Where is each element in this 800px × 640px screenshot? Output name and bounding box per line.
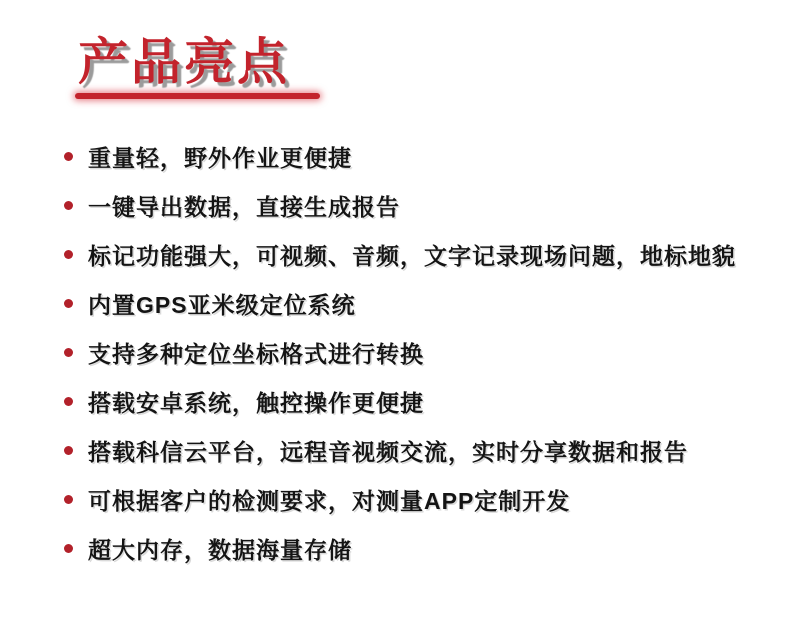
bullet-text: 搭载科信云平台，远程音视频交流，实时分享数据和报告: [88, 439, 688, 465]
highlights-list: [64, 132, 736, 573]
bullet-text: 重量轻，野外作业更便捷: [88, 145, 352, 171]
bullet-dot-icon: [64, 495, 73, 504]
bullet-dot-icon: [64, 250, 73, 259]
list-item: [64, 328, 736, 377]
bullet-dot-icon: [64, 152, 73, 161]
list-item: [64, 279, 736, 328]
list-item: [64, 524, 736, 573]
page-title: 产品亮点: [78, 34, 290, 90]
bullet-dot-icon: [64, 348, 73, 357]
bullet-text: 搭载安卓系统，触控操作更便捷: [88, 390, 424, 416]
bullet-text: 内置GPS亚米级定位系统: [88, 292, 356, 318]
bullet-dot-icon: [64, 299, 73, 308]
bullet-text: 支持多种定位坐标格式进行转换: [88, 341, 424, 367]
list-item: [64, 475, 736, 524]
list-item: [64, 181, 736, 230]
page-header: [78, 34, 320, 99]
bullet-text: 超大内存，数据海量存储: [88, 537, 352, 563]
list-item: [64, 132, 736, 181]
list-item: [64, 230, 736, 279]
list-item: [64, 426, 736, 475]
title-underline-bar: [75, 93, 320, 99]
bullet-dot-icon: [64, 397, 73, 406]
bullet-dot-icon: [64, 446, 73, 455]
bullet-text: 标记功能强大，可视频、音频，文字记录现场问题，地标地貌: [88, 243, 736, 269]
bullet-dot-icon: [64, 544, 73, 553]
list-item: [64, 377, 736, 426]
bullet-text: 一键导出数据，直接生成报告: [88, 194, 400, 220]
bullet-dot-icon: [64, 201, 73, 210]
bullet-text: 可根据客户的检测要求，对测量APP定制开发: [88, 488, 571, 514]
